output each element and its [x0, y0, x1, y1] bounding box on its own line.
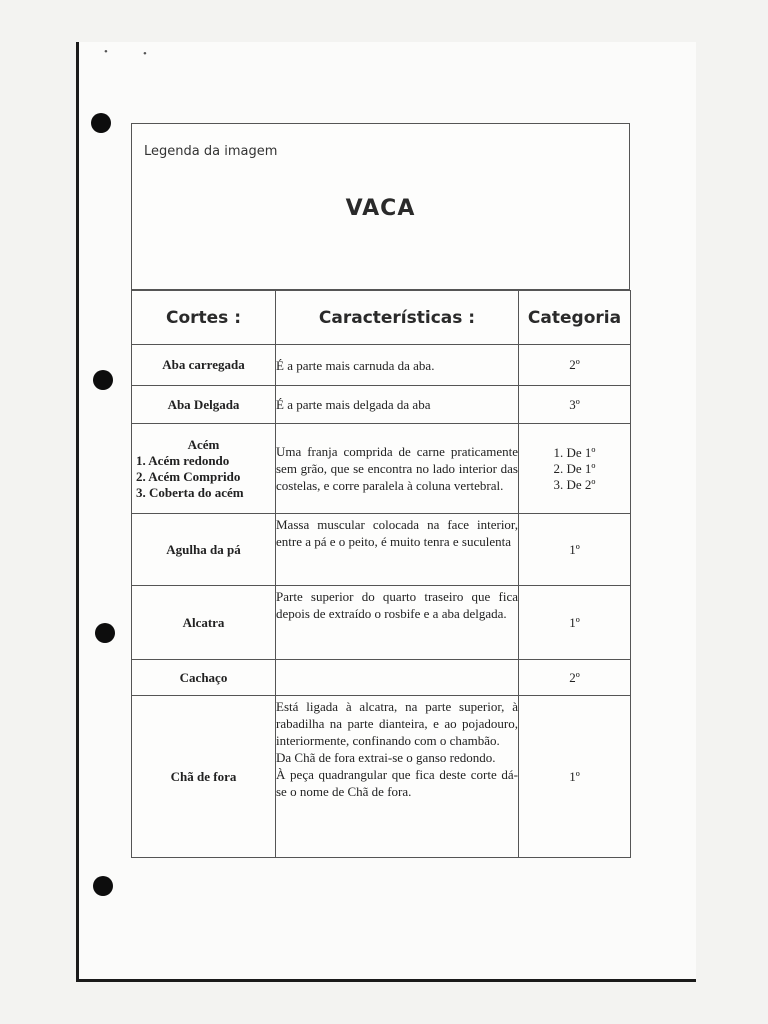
cut-category: 1º [519, 514, 631, 586]
image-caption-box [131, 123, 630, 290]
table-row [132, 345, 631, 386]
cut-category: 3. De 2º [553, 476, 596, 492]
cut-description: Uma franja comprida de carne praticamente sem grão, que se encontra no lado interior das costelas, e corre paralela à coluna vertebral. [276, 424, 519, 514]
cut-description-line: Da Chã de fora extrai-se o ganso redondo. [276, 750, 496, 765]
cut-name: Chã de fora [132, 696, 276, 858]
cut-category: 2º [519, 345, 631, 386]
cuts-table [131, 290, 631, 858]
page-title: VACA [345, 196, 416, 221]
cut-category-group [519, 424, 631, 514]
paper-speck: • [104, 46, 108, 58]
table-row [132, 386, 631, 424]
table-row [132, 514, 631, 586]
paper-speck: • [143, 48, 147, 60]
cut-name: Aba Delgada [132, 386, 276, 424]
cut-category: 1º [519, 696, 631, 858]
sub-cut: 2. Acém Comprido [136, 468, 241, 484]
cut-name: Aba carregada [132, 345, 276, 386]
cut-description: Massa muscular colocada na face interior, entre a pá e o peito, é muito tenra e suculenta [276, 514, 519, 586]
cut-name: Agulha da pá [132, 514, 276, 586]
cut-name: Acém [187, 436, 220, 452]
column-header-cuts: Cortes : [132, 291, 276, 345]
cut-description-line: Está ligada à alcatra, na parte superior, à rabadilha na parte dianteira, e ao pojadouro, interiormente, confinando com o chambão. [276, 699, 518, 748]
cut-category: 1º [519, 586, 631, 660]
cut-category: 3º [519, 386, 631, 424]
column-header-characteristics: Características : [276, 291, 519, 345]
sub-cut: 1. Acém redondo [136, 452, 230, 468]
cut-description-group [276, 696, 519, 858]
table-header-row [132, 291, 631, 345]
table-row [132, 586, 631, 660]
cut-description: É a parte mais delgada da aba [276, 386, 519, 424]
sub-cut: 3. Coberta do acém [136, 484, 244, 500]
cut-name: Alcatra [132, 586, 276, 660]
cut-description [276, 660, 519, 696]
punch-hole [93, 876, 113, 896]
table-row [132, 424, 631, 514]
cut-description-line: À peça quadrangular que fica deste corte dá-se o nome de Chã de fora. [276, 767, 518, 799]
table-row [132, 696, 631, 858]
cut-category: 2º [519, 660, 631, 696]
cut-name: Cachaço [132, 660, 276, 696]
cut-description: Parte superior do quarto traseiro que fica depois de extraído o rosbife e a aba delgada. [276, 586, 519, 660]
punch-hole [91, 113, 111, 133]
image-legend: Legenda da imagem [144, 144, 278, 159]
column-header-category: Categoria [519, 291, 631, 345]
cut-category: 1. De 1º [553, 444, 596, 460]
table-row [132, 660, 631, 696]
cut-name-group [132, 424, 276, 514]
punch-hole [95, 623, 115, 643]
punch-hole [93, 370, 113, 390]
cut-description: É a parte mais carnuda da aba. [276, 345, 519, 386]
cut-category: 2. De 1º [553, 460, 596, 476]
